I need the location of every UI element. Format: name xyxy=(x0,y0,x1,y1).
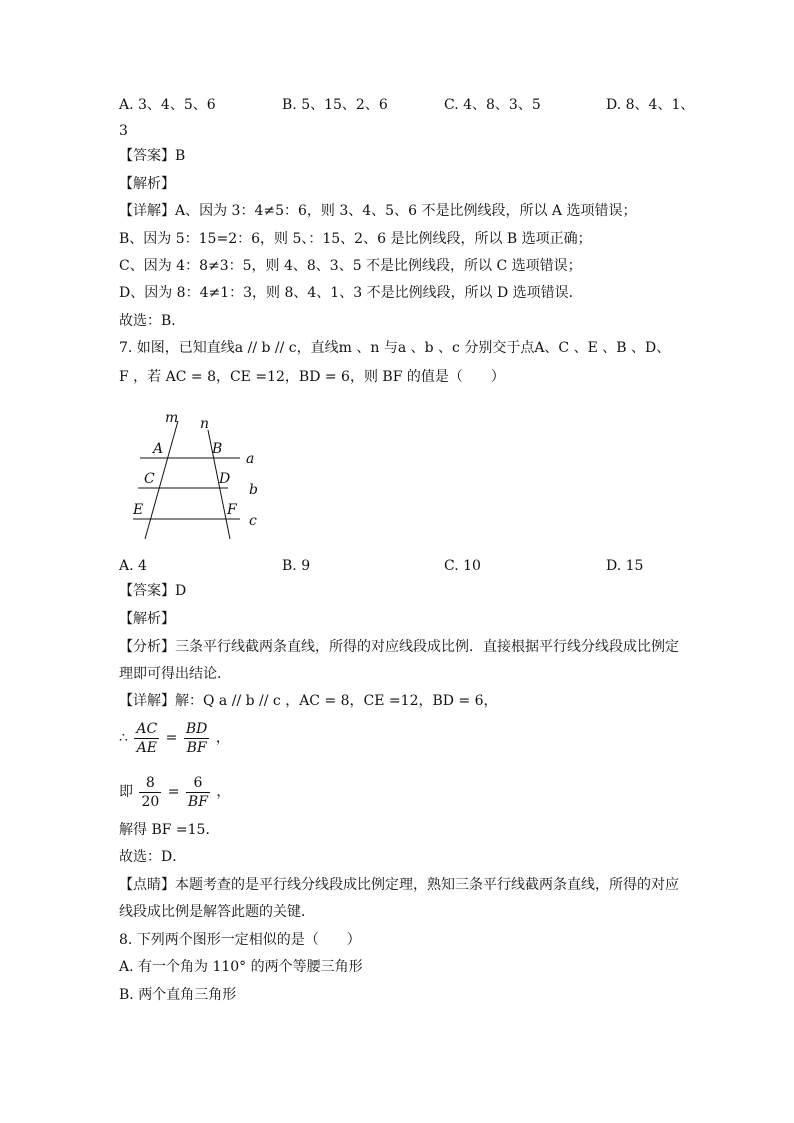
q7-answer: 【答案】D xyxy=(119,583,187,599)
q7-conclusion: 故选：D． xyxy=(119,849,187,865)
q7-option-a: A. 4 xyxy=(119,558,147,574)
q8-stem: 8. 下列两个图形一定相似的是（ ） xyxy=(119,932,361,948)
fraction-ac-ae: $\frac{AC}{AE}$ xyxy=(136,720,158,756)
q6-detail-line: B、因为 5：15=2：6，则 5、：15、2、6 是比例线段，所以 B 选项正确； xyxy=(119,231,592,247)
q6-options xyxy=(119,95,699,115)
q7-analysis-line1: 【分析】三条平行线截两条直线，所得的对应线段成比例．直接根据平行线分线段成比例定 xyxy=(119,639,679,655)
q6-option-d: D. 8、4、1、 xyxy=(606,97,695,113)
q7-substituted-equation: 即 $\frac{8}{20}$ = $\frac{6}{BF}$ ， xyxy=(119,774,231,810)
q7-comment-line1: 【点睛】本题考查的是平行线分线段成比例定理，熟知三条平行线截两条直线，所得的对应 xyxy=(119,877,679,893)
q6-answer: 【答案】B xyxy=(119,148,186,164)
q6-option-d-wrap: 3 xyxy=(119,123,128,139)
label-m: m xyxy=(165,410,179,426)
q7-analysis-line2: 理即可得出结论． xyxy=(119,666,231,682)
q7-stem-line2: F ，若 AC = 8，CE =12，BD = 6，则 BF 的值是（ ） xyxy=(119,369,505,385)
parallel-lines-figure xyxy=(128,408,278,548)
q7-detail-line: 【详解】解：Q a // b // c ，AC = 8，CE =12，BD = 6， xyxy=(119,693,498,709)
q7-option-d: D. 15 xyxy=(606,558,644,574)
q7-solve: 解得 BF =15． xyxy=(119,822,220,838)
label-n: n xyxy=(200,416,210,432)
q7-comment-line2: 线段成比例是解答此题的关键． xyxy=(119,904,315,920)
label-a: a xyxy=(246,451,255,467)
q6-option-b: B. 5、15、2、6 xyxy=(282,97,388,113)
therefore-symbol: ∴ xyxy=(119,730,128,746)
q6-conclusion: 故选：B． xyxy=(119,313,186,329)
ji-label: 即 xyxy=(119,784,133,800)
label-b: b xyxy=(249,482,258,498)
q7-proportion-equation: ∴ $\frac{AC}{AE}$ = $\frac{BD}{BF}$ ， xyxy=(119,720,230,756)
q6-detail-line: 【详解】A、因为 3：4≠5：6，则 3、4、5、6 不是比例线段，所以 A 选项错误； xyxy=(119,203,637,219)
q8-option-b: B. 两个直角三角形 xyxy=(119,987,237,1003)
q7-stem-line1: 7. 如图，已知直线a // b // c，直线m 、n 与a 、b 、c 分别交于点A、C 、E 、B 、D、 xyxy=(119,340,671,356)
q6-detail-line: C、因为 4：8≠3：5，则 4、8、3、5 不是比例线段，所以 C 选项错误； xyxy=(119,258,582,274)
q7-option-b: B. 9 xyxy=(282,558,311,574)
q7-options xyxy=(119,556,699,576)
label-D: D xyxy=(219,471,231,487)
label-c: c xyxy=(249,513,257,529)
q7-option-c: C. 10 xyxy=(444,558,481,574)
q6-analysis-title: 【解析】 xyxy=(119,176,175,192)
label-A: A xyxy=(153,441,164,457)
label-B: B xyxy=(212,441,223,457)
equals-sign: = xyxy=(167,784,180,800)
q6-detail-line: D、因为 8：4≠1：3，则 8、4、1、3 不是比例线段，所以 D 选项错误． xyxy=(119,285,583,301)
q7-analysis-title: 【解析】 xyxy=(119,611,175,627)
equals-sign: = xyxy=(165,730,178,746)
q6-option-a: A. 3、4、5、6 xyxy=(119,97,216,113)
fraction-bd-bf: $\frac{BD}{BF}$ xyxy=(185,720,208,756)
q8-option-a: A. 有一个角为 110° 的两个等腰三角形 xyxy=(119,959,363,975)
label-F: F xyxy=(227,502,237,518)
label-C: C xyxy=(144,471,155,487)
label-E: E xyxy=(133,502,144,518)
fraction-6-bf: $\frac{6}{BF}$ xyxy=(187,774,208,810)
fraction-8-20: $\frac{8}{20}$ xyxy=(141,774,160,810)
q6-option-c: C. 4、8、3、5 xyxy=(444,97,541,113)
